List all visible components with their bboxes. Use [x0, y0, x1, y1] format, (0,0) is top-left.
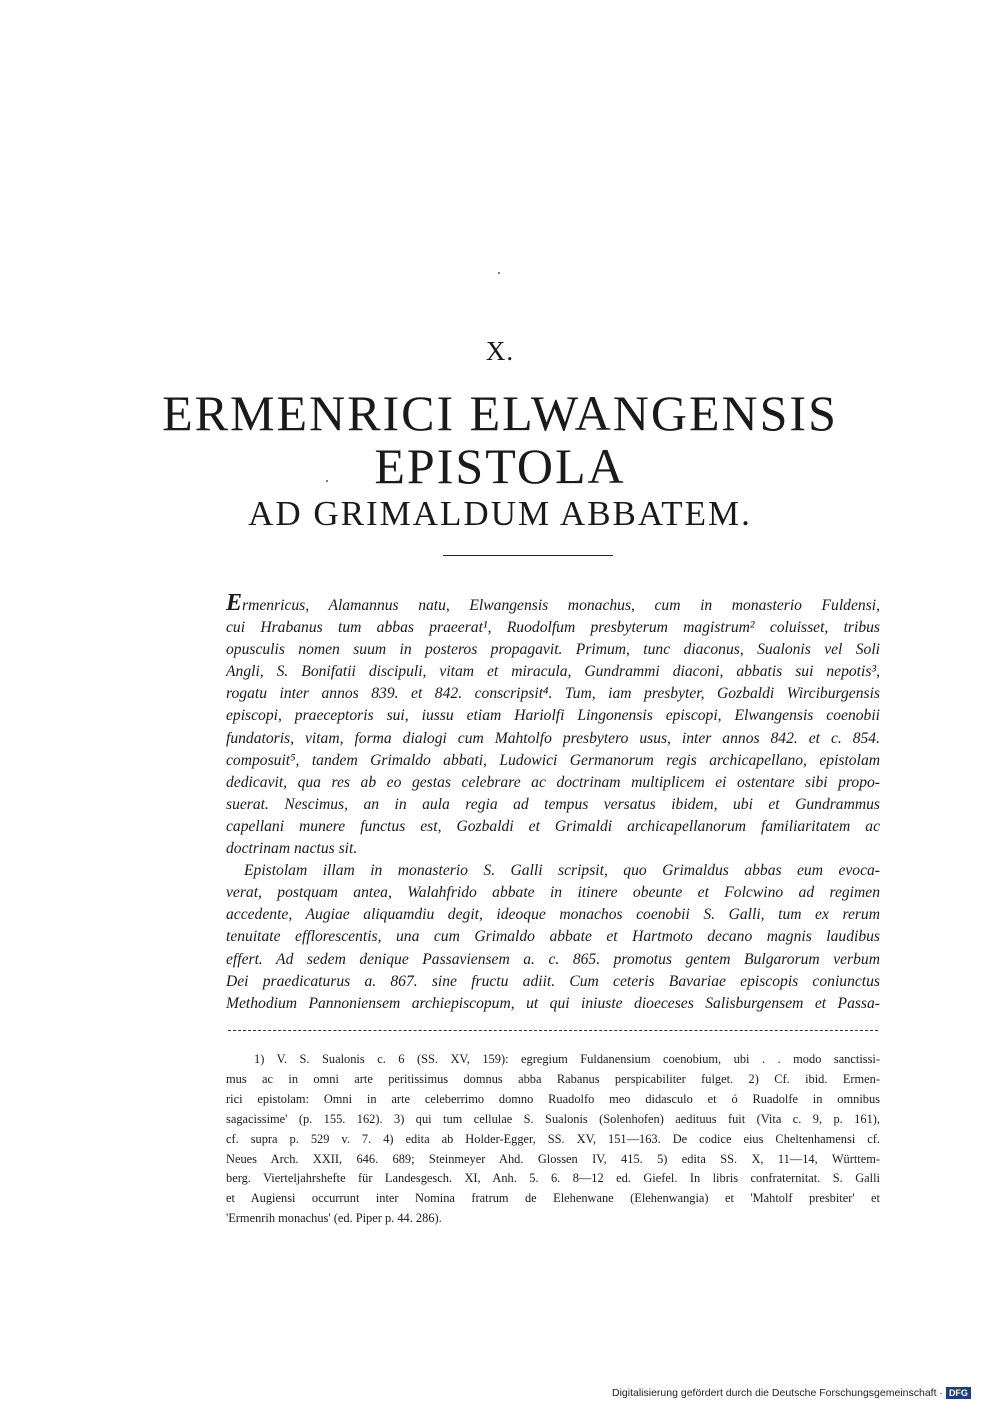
text-line: verat, postquam antea, Walahfrido abbate in itinere obeunte et Folcwino ad regimen [226, 884, 880, 902]
digitization-credit: Digitalisierung gefördert durch die Deutsche Forschungsgemeinschaft · DFG [612, 1387, 971, 1399]
text-line: accedente, Augiae aliquamdiu degit, ideoque monachos coenobii S. Galli, tum ex rerum [226, 906, 880, 924]
title-line-1: ERMENRICI ELWANGENSIS [162, 385, 838, 441]
text-line: doctrinam nactus sit. [226, 840, 358, 858]
text-line: episcopi, praeceptoris sui, iussu etiam Hariolfi Lingonensis episcopi, Elwangensis coenobii [226, 707, 880, 725]
text-line: rogatu inter annos 839. et 842. conscripsit⁴. Tum, iam presbyter, Gozbaldi Wirciburgensis [226, 685, 880, 703]
scan-speck [498, 272, 500, 274]
text-line: cui Hrabanus tum abbas praeerat¹, Ruodolfum presbyterum magistrum² coluisset, tribus [226, 619, 880, 637]
text-line: capellani munere functus est, Gozbaldi et Grimaldi archicapellanorum familiaritatem ac [226, 817, 880, 835]
intro-paragraph-1 [226, 592, 880, 860]
title-line-3: AD GRIMALDUM ABBATEM. [248, 494, 752, 533]
text-line: suerat. Nescimus, an in aula regia ad tempus versatus ibidem, ubi et Gundrammus [226, 795, 880, 813]
footnote-line: 1) V. S. Sualonis c. 6 (SS. XV, 159): egregium Fuldanensium coenobium, ubi . . modo sanctissi- [254, 1052, 880, 1066]
text-line: Angli, S. Bonifatii discipuli, vitam et miracula, Gundrammi diaconi, abbatis sui nepotis³, [226, 663, 880, 681]
text-line: Ermenricus, Alamannus natu, Elwangensis monachus, cum in monasterio Fuldensi, [226, 590, 880, 616]
title-line-2: EPISTOLA [374, 438, 626, 494]
footnote-line: rici epistolam: Omni in arte celeberrimo domno Ruadolfo meo didasculo et ó Ruadolfe in omnibus [226, 1091, 880, 1106]
text-line: Methodium Pannoniensem archiepiscopum, ut qui iniuste dioeceses Salisburgensem et Passa- [226, 994, 880, 1012]
text-line: opusculis nomen suum in posteros propagavit. Primum, tunc diaconus, Sualonis vel Soli [226, 641, 880, 659]
footnote-line: mus ac in omni arte peritissimus domnus abba Rabanus perspicabiliter fulget. 2) Cf. ibid. Ermen- [226, 1071, 880, 1086]
footnote-line: 'Ermenrih monachus' (ed. Piper p. 44. 286). [226, 1211, 442, 1226]
text-line: fundatoris, vitam, forma dialogi cum Mahtolfo presbytero usus, inter annos 842. et c. 854. [226, 729, 880, 747]
drop-cap: E [226, 590, 243, 616]
text-line: tenuitate efflorescentis, una cum Grimaldo abbate et Hartmoto decano magnis laudibus [226, 928, 880, 946]
dfg-logo: DFG [946, 1387, 971, 1399]
text-line: composuit⁵, tandem Grimaldo abbati, Ludowici Germanorum regis archicapellano, epistolam [226, 751, 880, 769]
text-line: effert. Ad sedem denique Passaviensem a. c. 865. promotus gentem Bulgarorum verbum [226, 950, 880, 968]
footnote-line: sagacissime' (p. 155. 162). 3) qui tum cellulae S. Sualonis (Solenhofen) aedituus fuit (Vita c. 9, p. 161), [226, 1111, 880, 1126]
footnote-divider [228, 1030, 878, 1031]
intro-paragraph-2 [226, 860, 880, 1015]
introduction-text [226, 592, 880, 1015]
text-line: dedicavit, qua res ab eo gestas celebrare ac doctrinam multiplicem ei ostentare sibi propo- [226, 773, 880, 791]
text-line: Epistolam illam in monasterio S. Galli scripsit, quo Grimaldus abbas eum evoca- [244, 862, 880, 880]
title-divider [443, 555, 613, 556]
footnotes [226, 1050, 880, 1229]
text-line: Dei praedicaturus a. 867. sine fructu adiit. Cum ceteris Bavariae episcopis coniunctus [226, 972, 880, 990]
footnote-line: Neues Arch. XXII, 646. 689; Steinmeyer Ahd. Glossen IV, 415. 5) edita SS. X, 11—14, Württem- [226, 1151, 880, 1166]
footnote-line: cf. supra p. 529 v. 7. 4) edita ab Holder-Egger, SS. XV, 151—163. De codice eius Cheltenhamensi cf. [226, 1131, 880, 1146]
footnote-line: et Augiensi occurrunt inter Nomina fratrum de Elehenwane (Elehenwangia) et 'Mahtolf presbiter' et [226, 1191, 880, 1206]
footnote-line: berg. Vierteljahrshefte für Landesgesch. XI, Anh. 5. 6. 8—12 ed. Giefel. In libris confraternitat. S. Galli [226, 1171, 880, 1186]
chapter-numeral: X. [485, 336, 515, 366]
credit-text: Digitalisierung gefördert durch die Deutsche Forschungsgemeinschaft [612, 1387, 937, 1399]
